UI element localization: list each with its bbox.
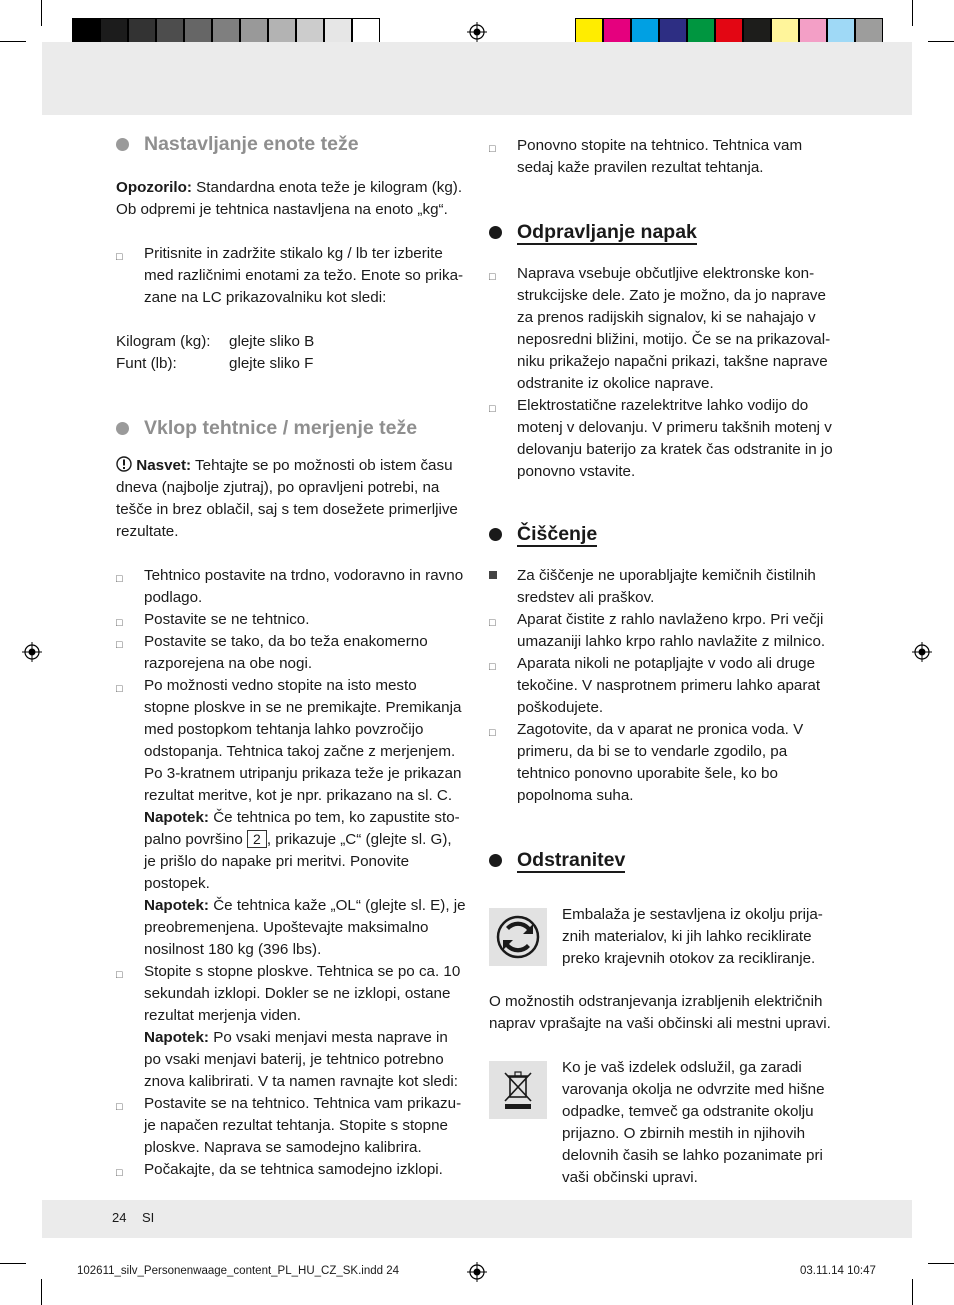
list-item: □ Ponovno stopite na tehtnico. Tehtnica vam sedaj kaže pravilen rezultat tehtanja. [489,137,803,176]
page-number: 24 [112,1210,127,1225]
list-item: □ Stopite s stopne ploskve. Tehtnica se po ca. 10 sekundah izklopi. Dokler se ne izklopi, ostane rezultat merjenja viden. Napotek: Po vsaki menjavi mesta naprave in po vsaki menjavi baterij, je tehtnico potrebno znova kalibrirati. V ta namen ravnajte kot sledi: [116,963,461,1090]
crop-mark [912,0,913,26]
recycle-text: Embalaža je sestavljena iz okolju prijaznih materialov, ki jih lahko reciklirate preko krajevnih otokov za recikliranje. [562,906,823,967]
crop-mark [0,41,26,42]
unit-row: Kilogram (kg): glejte sliko B [116,333,315,350]
list-item: □ Elektrostatične razelektritve lahko vodijo do motenj v delovanju. V primeru takšnih motenj v delovanju baterijo za kratek čas odstranite in jo ponovno vstavite. [489,397,833,480]
list-item: □ Postavite se tako, da bo teža enakomerno razporejena na obe nogi. [116,633,428,672]
reference-box: 2 [247,830,267,848]
list-item: □ Postavite se ne tehtnico. [116,611,310,629]
registration-mark-icon [22,642,42,662]
print-date: 03.11.14 10:47 [800,1265,876,1277]
list-item: □ Aparata nikoli ne potapljajte v vodo ali druge tekočine. V nasprotnem primeru lahko aparat poškodujete. [489,655,821,716]
unit-row: Funt (lb): glejte sliko F [116,355,314,372]
list-item: □ Pritisnite in zadržite stikalo kg / lb ter izberite med različnimi enotami za težo. Enote so prikazane na LC prikazovalniku kot sledi: [116,245,464,306]
section-heading: Čiščenje [489,521,841,547]
language-code: SI [142,1210,155,1225]
crop-mark [41,1279,42,1305]
list-item: □ Aparat čistite z rahlo navlaženo krpo. Pri večji umazaniji lahko krpo rahlo navlažite z milnico. [489,611,826,650]
header-band [42,42,912,115]
crop-mark [928,1263,954,1264]
section-heading: Vklop tehtnice / merjenje teže [116,415,466,441]
list-item: Za čiščenje ne uporabljajte kemičnih čistilnih sredstev ali praškov. [489,565,841,609]
registration-mark-icon [467,1262,487,1282]
tip-paragraph: Nasvet: Tehtajte se po možnosti ob istem času dneva (najbolje zjutraj), po opravljeni potrebi, na tešče in brez oblačil, saj s tem dosežete primerljive rezultate. [116,457,458,540]
warning-paragraph: Opozorilo: Standardna enota teže je kilogram (kg). Ob odpremi je tehtnica nastavljena na enoto „kg“. [116,179,463,218]
registration-mark-icon [912,642,932,662]
section-heading: Nastavljanje enote teže [116,131,466,157]
list-item: □ Postavite se na tehtnico. Tehtnica vam prikazuje napačen rezultat tehtanja. Stopite s stopne ploskve. Naprava se samodejno kalibrira. [116,1095,462,1156]
list-item: □ Počakajte, da se tehtnica samodejno izklopi. [116,1161,443,1179]
crossed-bin-icon [489,1061,547,1119]
list-item: □ Naprava vsebuje občutljive elektronske konstrukcijske dele. Zato je možno, da jo naprave za prenos radijskih signalov, ki se nahajajo v neposredni bližini, motijo. Če se na prikazovalniku prikažejo napačni prikazi, takšne naprave odstranite iz okolice naprave. [489,265,831,392]
exclamation-circle-icon [116,456,132,472]
disposal-info-text: O možnostih odstranjevanja izrabljenih električnih naprav vprašajte na vaši občinski ali mestni upravi. [489,993,831,1032]
file-slug: 102611_silv_Personenwaage_content_PL_HU_CZ_SK.indd 24 [77,1265,400,1277]
crop-mark [41,0,42,26]
list-item: □ Zagotovite, da v aparat ne pronica voda. V primeru, da bi se to vendarle zgodilo, pa tehtnico ponovno uporabite šele, ko bo popolnoma suha. [489,721,804,804]
list-item: □ Po možnosti vedno stopite na isto mesto stopne ploskve in se ne premikajte. Premikanja med postopkom tehtanja lahko povzročijo odstopanja. Tehtnica takoj začne z merjenjem. Po 3-kratnem utripanju prikaza teže je prikazan rezultat meritve, kot je npr. prikazano na sl. C. Napotek: Če tehtnica po tem, ko zapustite stopalno površino 2 , prikazuje „C“ (glejte sl. G), je prišlo do napake pri meritvi. Ponovite postopek. Napotek: Če tehtnica kaže „OL“ (glejte sl. E), je preobremenjena. Upoštevajte maksimalno nosilnost 180 kg (396 lbs). [116,677,466,958]
section-heading: Odpravljanje napak [489,219,841,245]
list-item: □ Tehtnico postavite na trdno, vodoravno in ravno podlago. [116,567,464,606]
crop-mark [928,41,954,42]
crop-mark [0,1263,26,1264]
section-heading: Odstranitev [489,847,841,873]
left-column [116,131,466,1181]
right-column [489,135,841,873]
registration-mark-icon [467,22,487,42]
green-dot-recycle-icon [489,908,547,966]
crop-mark [912,1279,913,1305]
footer-band [42,1200,912,1238]
weee-text: Ko je vaš izdelek odslužil, ga zaradi varovanja okolja ne odvrzite med hišne odpadke, temveč ga odstranite okolju prijazno. O zbirnih mestih in njihovih delovnih časih se lahko pozanimate pri vaši občinski upravi. [562,1059,825,1186]
